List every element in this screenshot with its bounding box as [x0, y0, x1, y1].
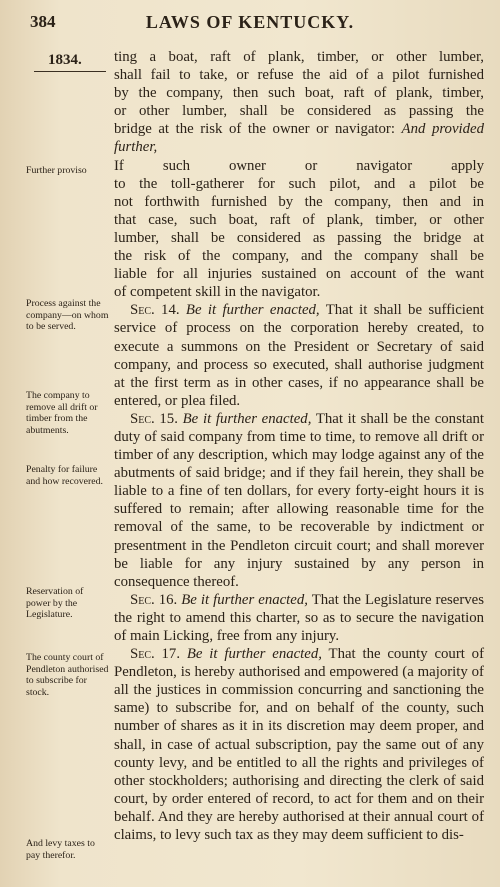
- opening-paragraph: [114, 48, 484, 301]
- text-line: or other lumber, shall be considered as passing the: [114, 103, 484, 120]
- provided-further-italic: And provided further,: [114, 121, 484, 156]
- section-text: That it shall be the constant duty of said company from time to time, to remove all drift or timber of any description, which may lodge against any of the abutments of said bridge; and if they fail herein, they shall be liable to a fine of ten dollars, for every forty-eight hours it is suffered to remain; after allowing reasonable time for the removal of the same, to be recoverable by indictment or presentment in the Pendleton circuit court; and shall morever be liable for any injury sustained by any person in consequence thereof.: [114, 410, 485, 590]
- section-16: [114, 591, 484, 645]
- margin-note-remove-drift: The company to remove all drift or timber from the abutments.: [26, 390, 98, 436]
- year-rule: [34, 71, 106, 72]
- margin-note-levy-taxes: And levy taxes to pay therefor.: [26, 838, 95, 861]
- text-line: of competent skill in the navigator.: [114, 284, 321, 301]
- margin-note-county-court: The county court of Pendleton authorised to subscribe for stock.: [26, 652, 109, 698]
- text-line: by the company, then such boat, raft of plank, timber,: [114, 85, 484, 102]
- enacting-clause: Be it further enacted,: [181, 591, 308, 608]
- section-label: Sec. 15.: [130, 410, 178, 427]
- margin-note-further-proviso: Further proviso: [26, 165, 87, 176]
- enacting-clause: Be it further enacted,: [186, 646, 322, 663]
- text-line: shall fail to take, or refuse the aid of a pilot furnished: [114, 67, 484, 84]
- text-line: that case, such boat, raft of plank, timber, or other: [114, 211, 484, 228]
- margin-note-reservation: Reservation of power by the Legislature.: [26, 586, 84, 621]
- page-header: [0, 12, 500, 36]
- text-line: ting a boat, raft of plank, timber, or other lumber,: [114, 49, 484, 65]
- margin-note-process: Process against the company—on whom to be served.: [26, 298, 109, 333]
- page-number: 384: [30, 12, 56, 31]
- text-line: not forthwith furnished by the company, then and in: [114, 193, 484, 210]
- section-label: Sec. 14.: [130, 302, 180, 319]
- section-text: That the Legislature reserves the right to amend this charter, so as to secure the navigation of main Licking, free from any injury.: [114, 591, 485, 644]
- text-line: the risk of the company, and the company shall be: [114, 248, 484, 265]
- section-14: [114, 301, 484, 410]
- section-15: [114, 410, 484, 591]
- text-line: lumber, shall be considered as passing the bridge at: [114, 229, 484, 246]
- text-line: liable for all injuries sustained on account of the want: [114, 266, 484, 283]
- text-line: [114, 120, 484, 156]
- text-line: to the toll-gatherer for such pilot, and a pilot be: [114, 175, 484, 192]
- main-text-column: [114, 48, 484, 844]
- year-label: 1834.: [48, 52, 82, 68]
- section-label: Sec. 16.: [130, 591, 178, 608]
- enacting-clause: Be it further enacted,: [182, 410, 312, 427]
- section-17: [114, 645, 484, 844]
- enacting-clause: Be it further enacted,: [185, 302, 320, 319]
- section-label: Sec. 17.: [130, 646, 181, 663]
- text-fragment: bridge at the risk of the owner or navigator:: [114, 121, 402, 138]
- running-title: LAWS OF KENTUCKY.: [145, 12, 355, 32]
- section-text: That it shall be sufficient service of process on the corporation hereby created, to execute a summons on the President or Secretary of said company, and process so executed, shall authorise judgment at the first term as in other cases, if no appearance shall be entered, or plea filed.: [114, 302, 484, 409]
- margin-note-penalty: Penalty for failure and how recovered.: [26, 464, 103, 487]
- text-line: If such owner or navigator apply: [114, 157, 484, 174]
- section-text: That the county court of Pendleton, is hereby authorised and empowered (a majority of all the justices in commission concurring and sanctioning the same) to subscribe for, and on behalf of the county, such number of shares as it in its discretion may deem proper, and shall, in case of actual subscription, pay the same out of any county levy, and be entitled to all the rights and privileges of other stockholders; authorising and directing the clerk of said court, by order entered of record, to act for them and on their behalf. And they are hereby authorised at their annual court of claims, to levy such tax as they may deem sufficient to dis-: [114, 646, 485, 844]
